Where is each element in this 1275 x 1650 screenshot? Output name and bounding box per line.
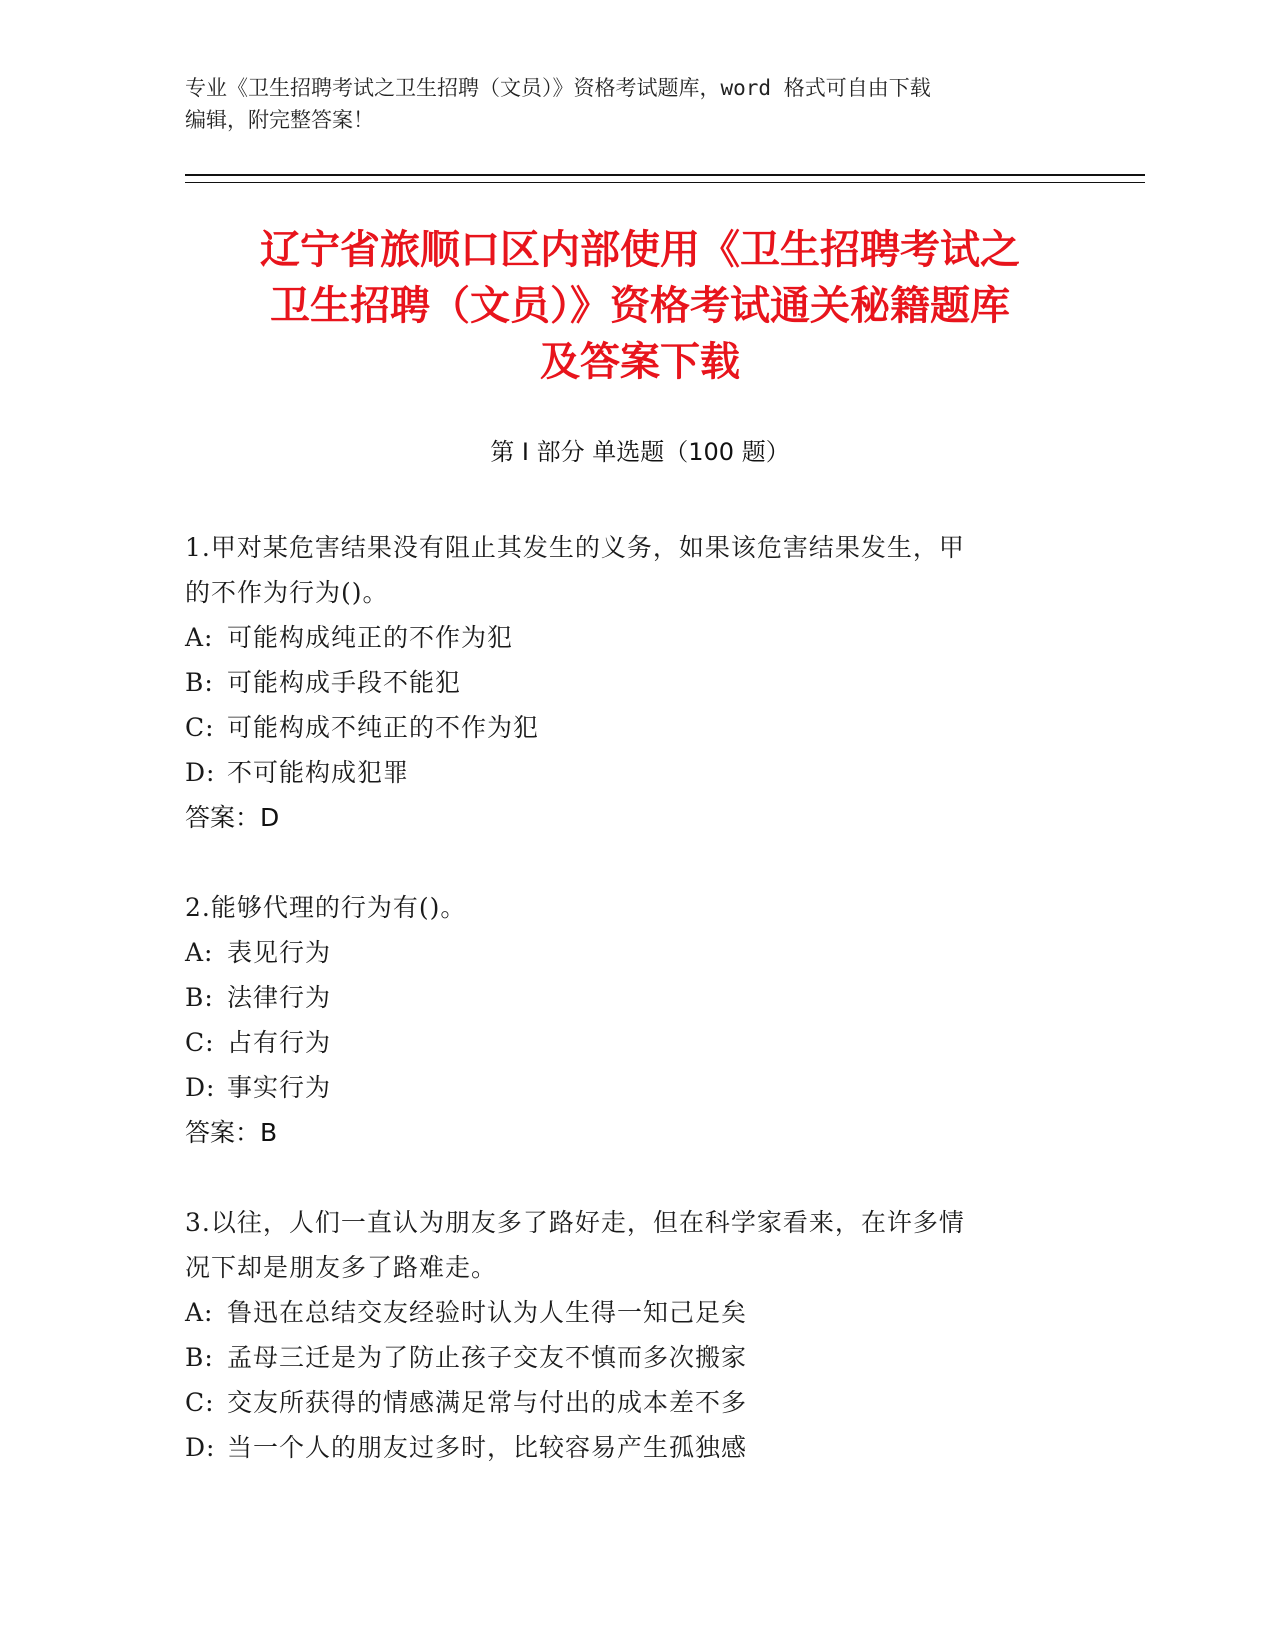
option-c xyxy=(185,1380,1065,1425)
option-key: B: xyxy=(185,1343,214,1372)
option-d xyxy=(185,750,1065,795)
answer-line: 答案：D xyxy=(185,803,280,832)
option-key: C: xyxy=(185,1388,215,1417)
header-divider-thick xyxy=(185,174,1145,176)
question-list xyxy=(185,525,1065,1515)
question-stem: 2.能够代理的行为有()。 xyxy=(185,893,467,922)
question-item xyxy=(185,885,1065,1155)
header-divider-thin xyxy=(185,182,1145,183)
title-line: 辽宁省旅顺口区内部使用《卫生招聘考试之 xyxy=(260,227,1020,273)
title-line: 卫生招聘（文员）》资格考试通关秘籍题库 xyxy=(270,283,1010,329)
option-key: D: xyxy=(185,1073,216,1102)
option-text: 孟母三迁是为了防止孩子交友不慎而多次搬家 xyxy=(227,1343,748,1372)
option-b xyxy=(185,975,1065,1020)
option-text: 可能构成不纯正的不作为犯 xyxy=(227,713,540,742)
option-key: C: xyxy=(185,713,215,742)
option-text: 不可能构成犯罪 xyxy=(227,758,410,787)
option-key: B: xyxy=(185,983,214,1012)
header-note-line: 编辑，附完整答案！ xyxy=(185,108,374,132)
option-a xyxy=(185,930,1065,975)
option-text: 表见行为 xyxy=(227,938,332,967)
section-heading: 第 I 部分 单选题（100 题） xyxy=(490,438,790,466)
document-title xyxy=(160,222,1120,390)
option-text: 法律行为 xyxy=(227,983,332,1012)
question-stem: 况下却是朋友多了路难走。 xyxy=(185,1253,498,1282)
header-note-line: 专业《卫生招聘考试之卫生招聘（文员）》资格考试题库，word 格式可自由下载 xyxy=(185,76,931,100)
question-stem: 3.以往，人们一直认为朋友多了路好走，但在科学家看来，在许多情 xyxy=(185,1208,965,1237)
option-key: C: xyxy=(185,1028,215,1057)
option-b xyxy=(185,660,1065,705)
option-a xyxy=(185,615,1065,660)
option-d xyxy=(185,1065,1065,1110)
option-c xyxy=(185,705,1065,750)
title-line: 及答案下载 xyxy=(540,339,740,385)
option-c xyxy=(185,1020,1065,1065)
option-key: B: xyxy=(185,668,214,697)
option-key: A: xyxy=(185,623,214,652)
header-note xyxy=(185,72,1065,136)
option-text: 占有行为 xyxy=(227,1028,332,1057)
option-key: A: xyxy=(185,1298,214,1327)
option-key: A: xyxy=(185,938,214,967)
option-text: 交友所获得的情感满足常与付出的成本差不多 xyxy=(227,1388,748,1417)
question-item xyxy=(185,1200,1065,1470)
question-stem: 1.甲对某危害结果没有阻止其发生的义务，如果该危害结果发生，甲 xyxy=(185,533,965,562)
option-text: 事实行为 xyxy=(227,1073,332,1102)
option-key: D: xyxy=(185,758,216,787)
option-b xyxy=(185,1335,1065,1380)
option-key: D: xyxy=(185,1433,216,1462)
question-stem: 的不作为行为()。 xyxy=(185,578,389,607)
answer-line: 答案：B xyxy=(185,1118,278,1147)
option-text: 鲁迅在总结交友经验时认为人生得一知己足矣 xyxy=(227,1298,748,1327)
option-d xyxy=(185,1425,1065,1470)
option-text: 当一个人的朋友过多时，比较容易产生孤独感 xyxy=(227,1433,748,1462)
question-item xyxy=(185,525,1065,840)
option-text: 可能构成纯正的不作为犯 xyxy=(227,623,514,652)
option-text: 可能构成手段不能犯 xyxy=(227,668,462,697)
option-a xyxy=(185,1290,1065,1335)
